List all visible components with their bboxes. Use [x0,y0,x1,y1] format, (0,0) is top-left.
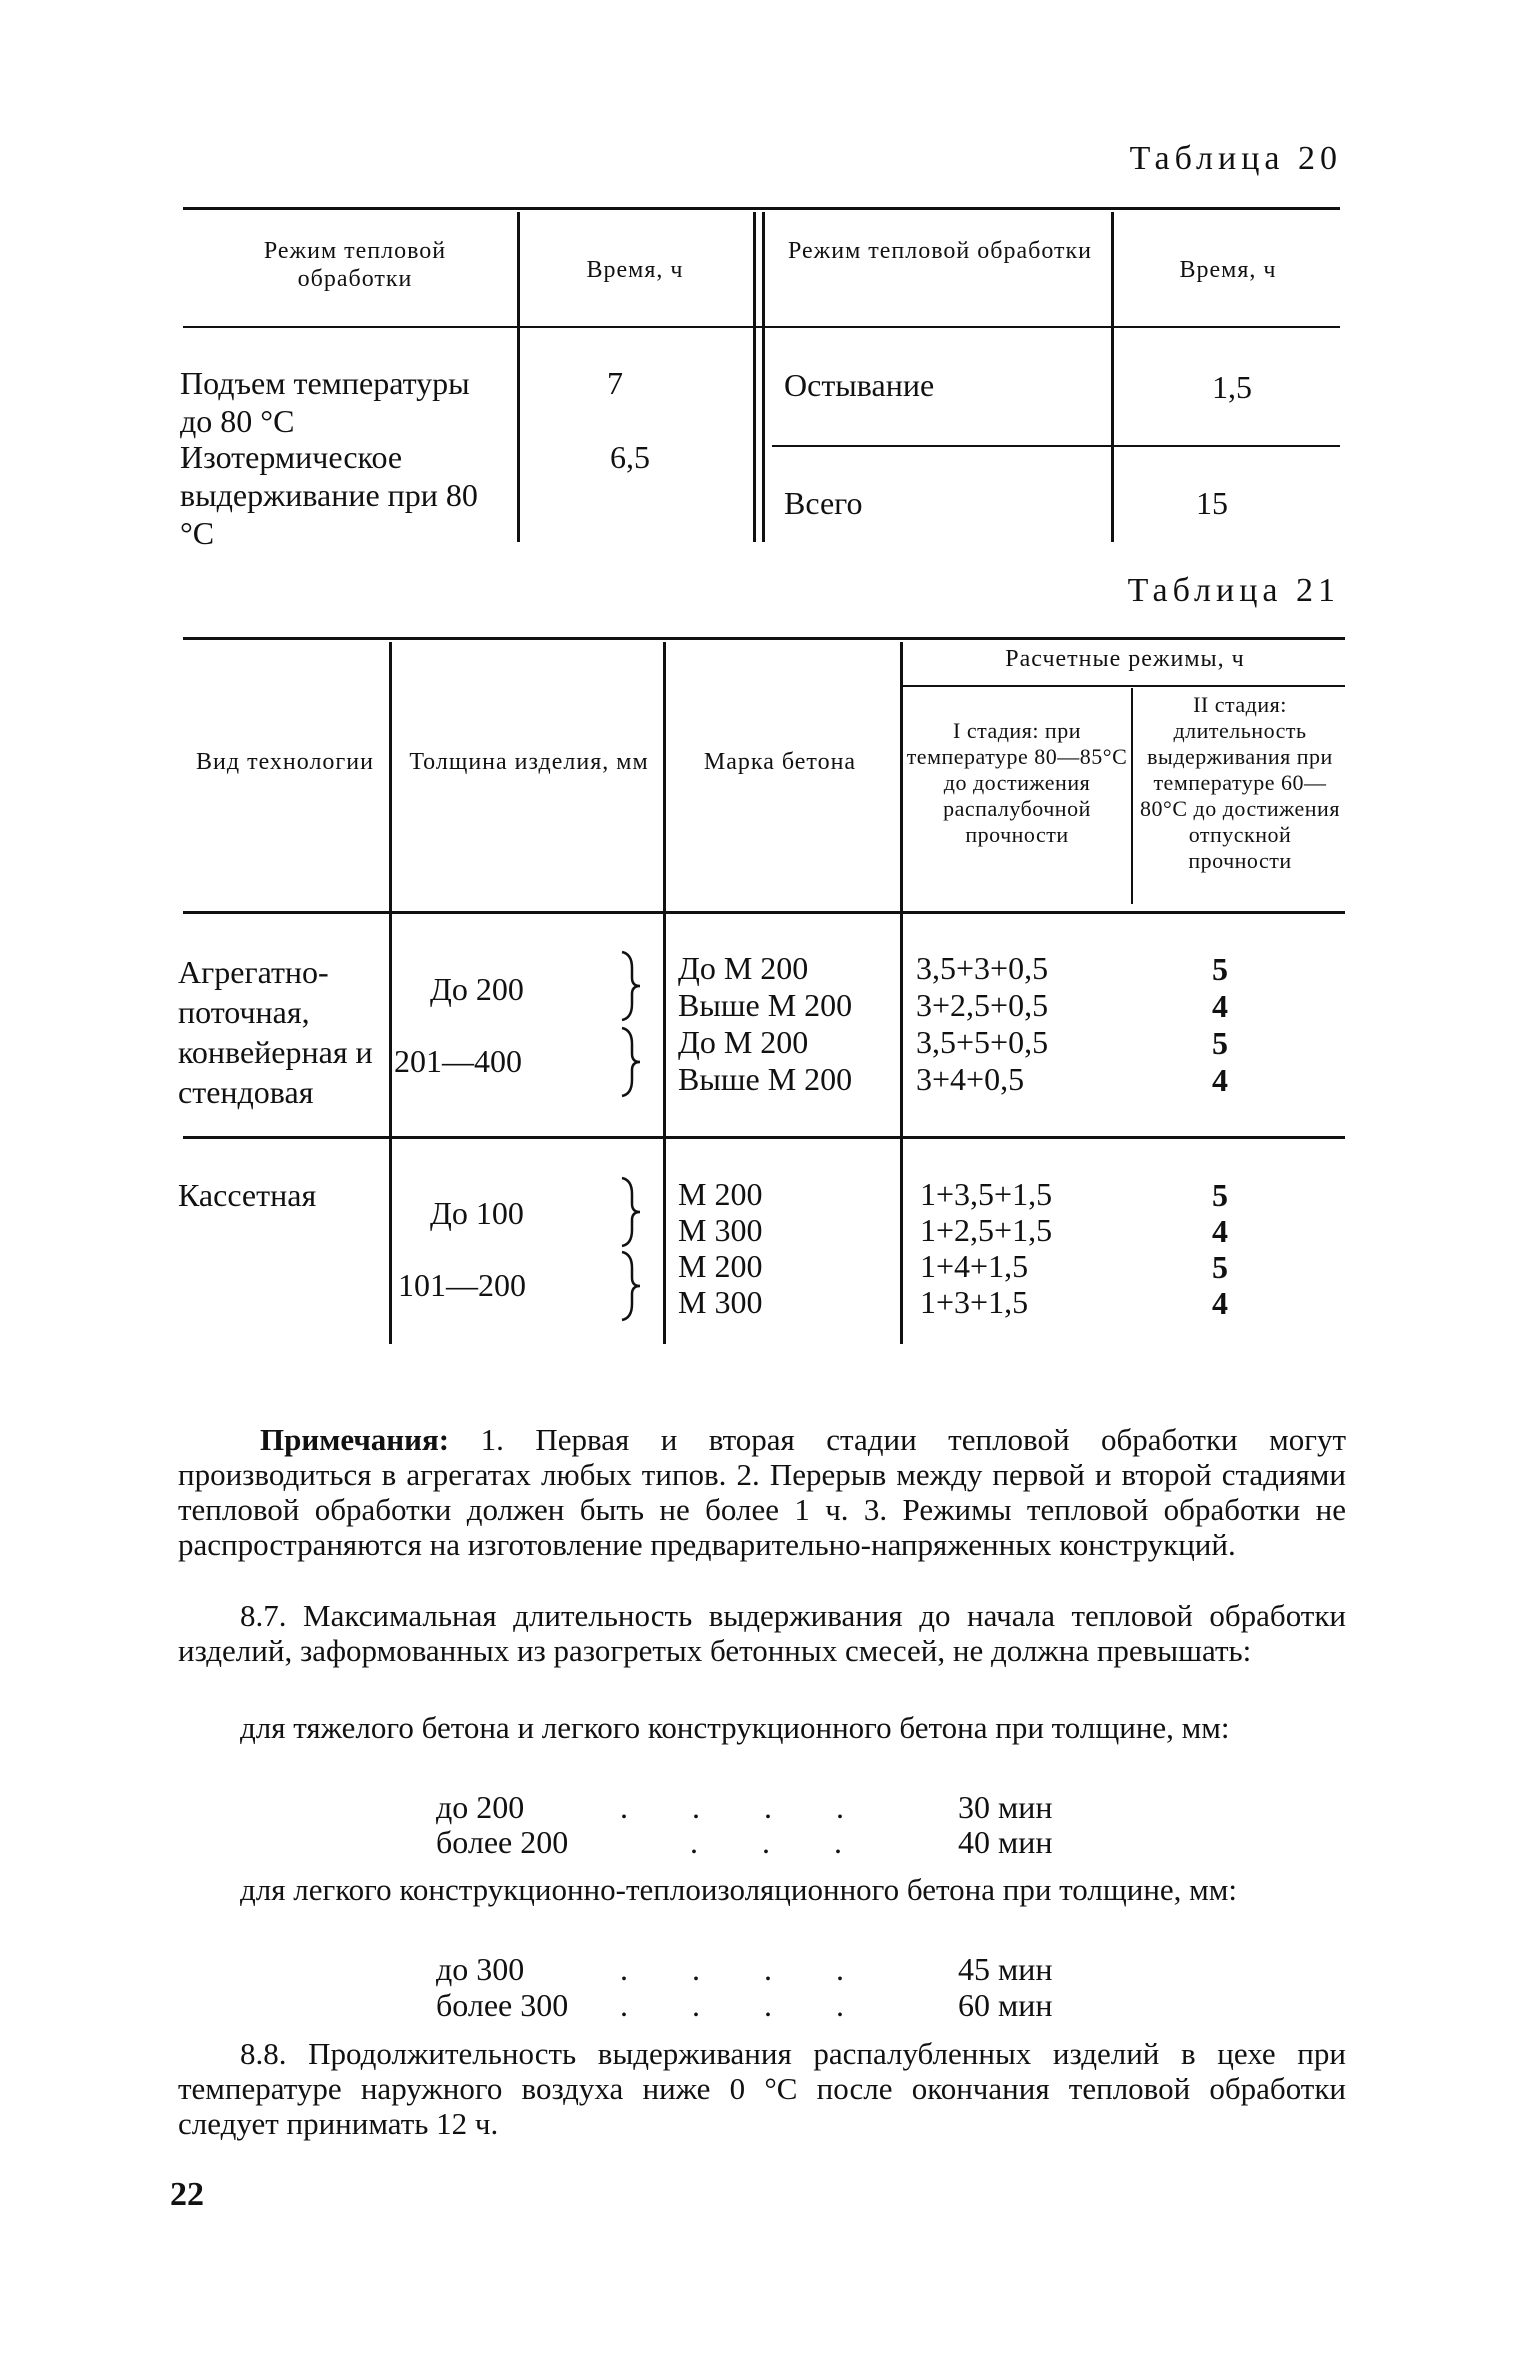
table20-cool-time: 1,5 [1212,369,1252,405]
table21-grade-cell: До М 200 [678,1024,809,1060]
table20-row-rule [772,445,1340,447]
leader-dots: . . . . [620,1987,872,2023]
table21-stage2-cell: 5 [1212,1177,1228,1213]
leader-dots: . . . [690,1824,870,1860]
table21-grade-cell: М 300 [678,1284,763,1320]
table21-stage1-cell: 1+3,5+1,5 [920,1176,1053,1212]
table21-stage2-cell: 5 [1212,1025,1228,1061]
table20-vline [517,212,520,542]
table21-header-modes: Расчетные режимы, ч [1005,646,1245,672]
table20-caption: Таблица 20 [1129,140,1342,177]
table20-iso-label: Изотермическое выдерживание при 80 °С [180,439,478,551]
table21-top-rule [183,637,1345,640]
table21-stage2-cell: 4 [1212,988,1228,1024]
table20-total-label: Всего [784,485,863,521]
table21-stage1-cell: 3,5+5+0,5 [916,1024,1049,1060]
table21-grade-cell: Выше М 200 [678,987,853,1023]
heavy-item-label: до 200 [436,1789,525,1825]
table21-header-stage1: I стадия: при температуре 80—85°С до достижения распалубочной прочности [906,718,1128,847]
table21-grade-cell: М 200 [678,1176,763,1212]
table20-header-time: Время, ч [1179,257,1277,283]
table21-tech-cell: Агрегатно-поточная, конвейерная и стендовая [178,954,373,1110]
table21-vline [663,642,666,1344]
table21-thickness-cell: 101—200 [398,1267,526,1303]
table21-thickness-cell: До 100 [430,1195,524,1231]
table21-thickness-cell: До 200 [430,971,524,1007]
paragraph-8-8: 8.8. Продолжительность выдерживания распалубленных изделий в цехе при температуре наружного воздуха ниже 0 °С после окончания тепловой обработки следует принимать 12 ч. [178,2036,1346,2141]
table21-header-rule [183,911,1345,914]
heavy-item-value: 40 мин [958,1824,1053,1860]
table21-caption: Таблица 21 [1127,572,1340,609]
table21-stage1-cell: 3+4+0,5 [916,1061,1025,1097]
table20-rise-label: Подъем температуры до 80 °С [180,365,470,439]
leader-dots: . . . . [620,1951,872,1987]
table21-stage1-cell: 1+4+1,5 [920,1248,1029,1284]
light-item-value: 60 мин [958,1987,1053,2023]
table20-vline [1111,212,1114,542]
heavy-item-label: более 200 [436,1824,569,1860]
table21-stage2-cell: 5 [1212,1249,1228,1285]
table20-rise-time: 7 [607,365,623,401]
table21-vline [1131,688,1133,904]
table21-stage2-cell: 4 [1212,1213,1228,1249]
table21-modes-rule [903,685,1345,687]
notes-label: Примечания: [260,1422,450,1457]
light-item-value: 45 мин [958,1951,1053,1987]
brace-icon [618,950,644,1022]
table21-stage1-cell: 3+2,5+0,5 [916,987,1049,1023]
table20-top-rule [183,207,1340,210]
light-item-label: более 300 [436,1987,569,2023]
table21-header-tech: Вид технологии [196,749,374,775]
table21-group-rule [183,1136,1345,1139]
page-number: 22 [170,2176,204,2213]
table20-header-time: Время, ч [586,257,684,283]
table21-header-thickness: Толщина изделия, мм [409,749,649,775]
table21-stage2-cell: 4 [1212,1285,1228,1321]
table20-iso-time: 6,5 [610,439,650,475]
table21-grade-cell: М 200 [678,1248,763,1284]
table21-stage1-cell: 1+2,5+1,5 [920,1212,1053,1248]
table20-double-vline [753,212,756,542]
table21-tech-cell: Кассетная [178,1177,317,1213]
heavy-item-value: 30 мин [958,1789,1053,1825]
table20-header-mode: Режим тепловой обработки [263,238,447,292]
table21-stage1-cell: 3,5+3+0,5 [916,950,1049,986]
table20-cool-label: Остывание [784,367,935,403]
heavy-concrete-intro: для тяжелого бетона и легкого конструкционного бетона при толщине, мм: [240,1710,1230,1745]
table21-vline [389,642,392,1344]
light-concrete-intro: для легкого конструкционно-теплоизоляционного бетона при толщине, мм: [240,1872,1238,1907]
notes-text: 1. Первая и вторая стадии тепловой обработки могут производиться в агрегатах любых типов. 2. Перерыв между первой и второй стадиями тепловой обработки должен быть не более 1 ч. 3. Режимы тепловой обработки не распространяются на изготовление предварительно-напряженных конструкций. [178,1422,1346,1562]
brace-icon [618,1026,644,1098]
table21-stage2-cell: 5 [1212,951,1228,987]
paragraph-8-7: 8.7. Максимальная длительность выдерживания до начала тепловой обработки изделий, заформованных из разогретых бетонных смесей, не должна превышать: [178,1598,1346,1668]
table21-header-grade: Марка бетона [703,749,857,775]
brace-icon [618,1250,644,1322]
table21-grade-cell: До М 200 [678,950,809,986]
table21-vline [900,642,903,1344]
table21-header-stage2: II стадия: длительность выдерживания при температуре 60—80°С до достижения отпускной прочности [1140,692,1340,873]
brace-icon [618,1176,644,1248]
table21-stage2-cell: 4 [1212,1062,1228,1098]
light-item-label: до 300 [436,1951,525,1987]
table21-grade-cell: М 300 [678,1212,763,1248]
leader-dots: . . . . [620,1789,872,1825]
table21-stage1-cell: 1+3+1,5 [920,1284,1029,1320]
table20-double-vline [762,212,765,542]
table21-thickness-cell: 201—400 [394,1043,522,1079]
table21-grade-cell: Выше М 200 [678,1061,853,1097]
table20-header-mode: Режим тепловой обработки [787,238,1093,264]
table20-total-time: 15 [1196,485,1228,521]
notes-paragraph [178,1422,1346,1562]
